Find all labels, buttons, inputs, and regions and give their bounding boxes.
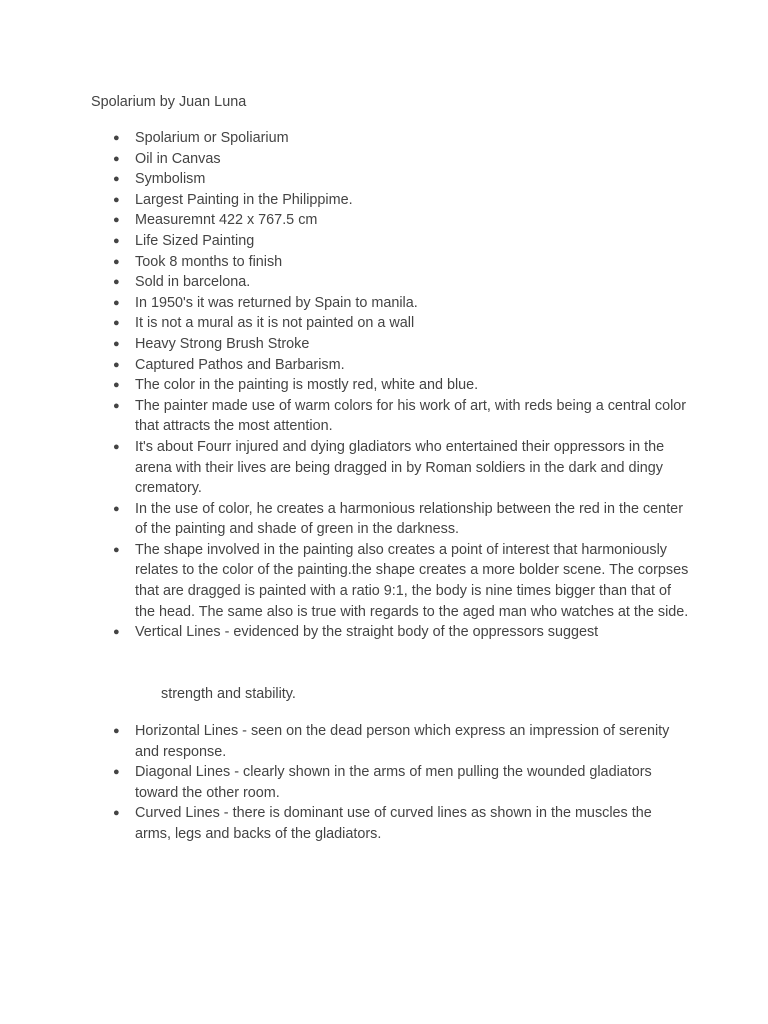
list-item: ● It's about Fourr injured and dying gladiators who entertained their oppressors in the arena with their lives are being dragged in by Roman soldiers in the dark and dingy crematory. [113, 438, 665, 497]
bullet-icon: ● [113, 193, 120, 206]
bullet-icon: ● [113, 807, 120, 820]
bullet-icon: ● [113, 399, 120, 412]
bullet-icon: ● [113, 255, 120, 268]
list-item: ● Vertical Lines - evidenced by the straight body of the oppressors suggest [91, 622, 691, 643]
list-item: ● The painter made use of warm colors for his work of art, with reds being a central color that attracts the most attention. [113, 397, 687, 435]
bullet-icon: ● [113, 214, 120, 227]
list-item: ● Took 8 months to finish [91, 252, 691, 273]
list-item: ● The shape involved in the painting also creates a point of interest that harmoniously relates to the color of the painting.the shape creates a more bolder scene. The corpses that are dragged is painted with a ratio 9:1, the body is nine times bigger than that of the head. The same also is true with regards to the aged man who watches at the side. [113, 541, 689, 620]
list-item: ● Heavy Strong Brush Stroke [91, 334, 691, 355]
list-item: ● Captured Pathos and Barbarism. [91, 355, 691, 376]
bullet-icon: ● [113, 234, 120, 247]
list-item: ● In the use of color, he creates a harmonious relationship between the red in the center of the painting and shade of green in the darkness. [113, 500, 683, 538]
list-item: ● Symbolism [91, 169, 691, 190]
bullet-icon: ● [113, 317, 120, 330]
list-item: ● Oil in Canvas [91, 149, 691, 170]
bullet-icon: ● [113, 440, 120, 453]
bullet-icon: ● [113, 276, 120, 289]
bullet-list-continued [91, 721, 691, 845]
bullet-icon: ● [113, 296, 120, 309]
bullet-icon: ● [113, 725, 120, 737]
bullet-icon: ● [113, 543, 120, 556]
list-item: ● Spolarium or Spoliarium [91, 128, 691, 149]
bullet-icon: ● [113, 626, 120, 639]
bullet-icon: ● [113, 173, 120, 186]
bullet-icon: ● [113, 379, 120, 392]
bullet-list [91, 128, 691, 643]
bullet-icon: ● [113, 766, 120, 779]
list-item: ● The color in the painting is mostly red, white and blue. [91, 375, 691, 396]
list-item: ● Life Sized Painting [91, 231, 691, 252]
list-item: ● Diagonal Lines - clearly shown in the arms of men pulling the wounded gladiators toward the other room. [113, 764, 652, 801]
bullet-icon: ● [113, 152, 120, 165]
list-item: ● It is not a mural as it is not painted on a wall [91, 313, 691, 334]
document-title: Spolarium by Juan Luna [91, 94, 247, 110]
bullet-icon: ● [113, 132, 120, 144]
bullet-icon: ● [113, 337, 120, 350]
list-item: ● Horizontal Lines - seen on the dead person which express an impression of serenity and response. [113, 723, 670, 760]
continuation-text: strength and stability. [161, 686, 296, 702]
bullet-icon: ● [113, 358, 120, 371]
list-item: ● Measuremnt 422 x 767.5 cm [91, 210, 691, 231]
list-item: ● Curved Lines - there is dominant use of curved lines as shown in the muscles the arms, legs and backs of the gladiators. [113, 805, 652, 842]
list-item: ● Sold in barcelona. [91, 272, 691, 293]
list-item: ● In 1950's it was returned by Spain to manila. [91, 293, 691, 314]
bullet-icon: ● [113, 502, 120, 515]
list-item: ● Largest Painting in the Philippime. [91, 190, 691, 211]
